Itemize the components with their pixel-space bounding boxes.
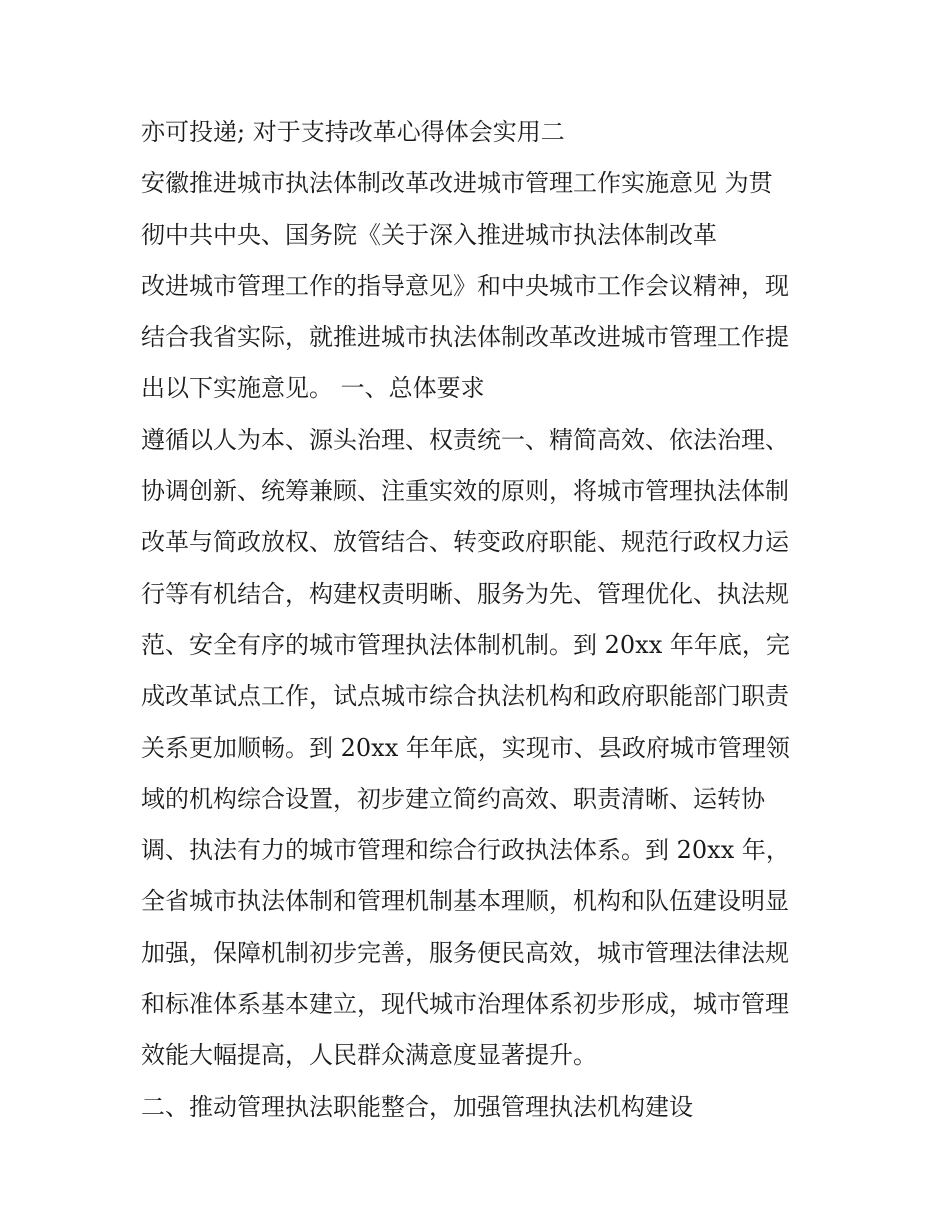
document-body: [141, 107, 821, 1133]
text-line: 和标准体系基本建立，现代城市治理体系初步形成，城市管理: [141, 990, 789, 1019]
text-line: 全省城市执法体制和管理机制基本理顺，机构和队伍建设明显: [141, 887, 789, 916]
text-line: 遵循以人为本、源头治理、权责统一、精简高效、依法治理、: [141, 425, 789, 454]
text-line: 成改革试点工作，试点城市综合执法机构和政府职能部门职责: [141, 682, 789, 711]
text-line: 域的机构综合设置，初步建立简约高效、职责清晰、运转协: [141, 784, 765, 813]
text-line: 加强，保障机制初步完善，服务便民高效，城市管理法律法规: [141, 938, 789, 967]
text-line: 改进城市管理工作的指导意见》和中央城市工作会议精神，现: [141, 271, 789, 300]
text-line: 出以下实施意见。 一、总体要求: [141, 374, 485, 403]
text-line: 行等有机结合，构建权责明晰、服务为先、管理优化、执法规: [141, 579, 789, 608]
text-line: 关系更加顺畅。到 20xx 年年底，实现市、县政府城市管理领: [141, 733, 790, 762]
text-line: 范、安全有序的城市管理执法体制机制。到 20xx 年年底，完: [141, 630, 790, 659]
text-line: 协调创新、统筹兼顾、注重实效的原则，将城市管理执法体制: [141, 477, 789, 506]
text-line: 效能大幅提高，人民群众满意度显著提升。: [141, 1041, 597, 1070]
text-line: 彻中共中央、国务院《关于深入推进城市执法体制改革: [141, 220, 717, 249]
text-line: 亦可投递; 对于支持改革心得体会实用二: [141, 118, 565, 146]
text-line: 调、执法有力的城市管理和综合行政执法体系。到 20xx 年，: [141, 836, 790, 865]
text-line: 安徽推进城市执法体制改革改进城市管理工作实施意见 为贯: [141, 169, 773, 198]
section-heading: 二、推动管理执法职能整合，加强管理执法机构建设: [141, 1092, 693, 1121]
text-line: 改革与简政放权、放管结合、转变政府职能、规范行政权力运: [141, 528, 789, 557]
text-line: 结合我省实际，就推进城市执法体制改革改进城市管理工作提: [141, 323, 789, 352]
